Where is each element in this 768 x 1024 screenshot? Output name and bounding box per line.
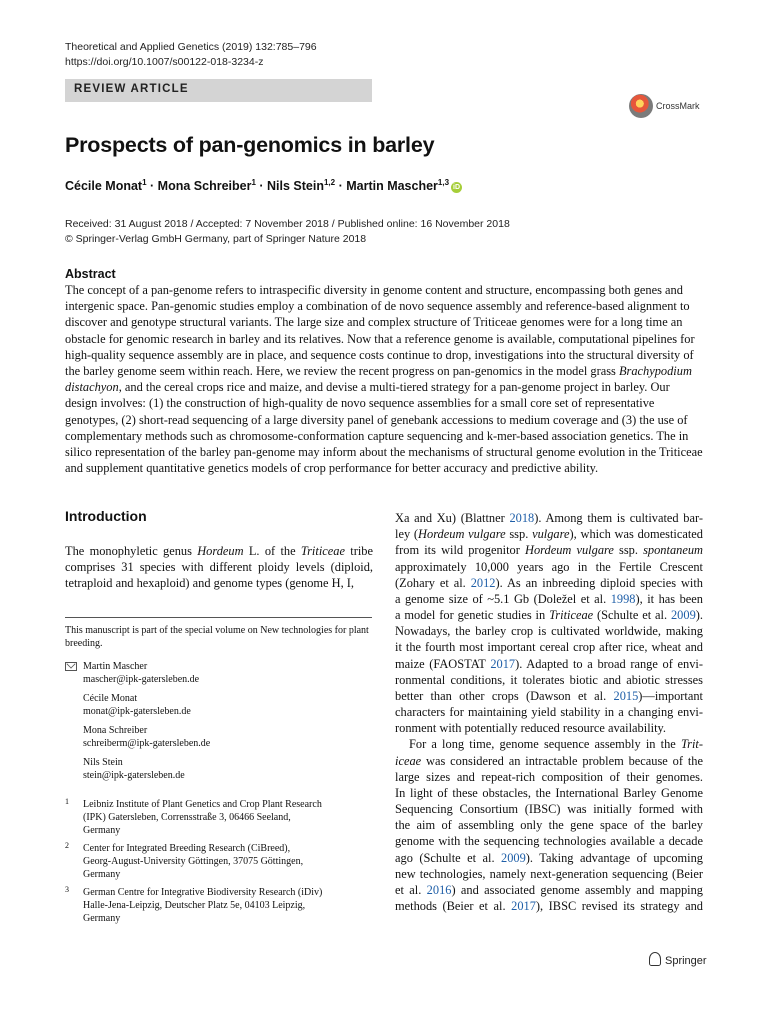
publisher-name: Springer bbox=[665, 955, 707, 967]
body-text: ). Taking advantage of upcoming bbox=[525, 850, 703, 865]
body-text: it the fourth most important cereal crop after rice, wheat and bbox=[395, 640, 703, 655]
body-text: ssp. bbox=[505, 527, 533, 542]
contact-entry bbox=[83, 756, 185, 782]
body-text: approximately 10,000 years ago in the Fertile Crescent bbox=[395, 559, 703, 574]
body-line bbox=[395, 785, 703, 801]
publication-dates: Received: 31 August 2018 / Accepted: 7 November 2018 / Published online: 16 November 2018 bbox=[65, 218, 510, 230]
footnote-note: This manuscript is part of the special volume on New technologies for plant breeding. bbox=[65, 625, 369, 649]
publication-info bbox=[65, 217, 510, 247]
abstract-heading: Abstract bbox=[65, 267, 116, 281]
contact-entry bbox=[83, 692, 191, 718]
abstract-text bbox=[65, 282, 703, 476]
body-text: from its wild progenitor bbox=[395, 543, 525, 558]
affiliation-text bbox=[83, 798, 373, 837]
contact-name: Martin Mascher bbox=[83, 661, 148, 672]
body-text: the aim of assembling only the gene space of the barley bbox=[395, 818, 703, 833]
journal-citation bbox=[65, 40, 317, 70]
body-text: ago (Schulte et al. bbox=[395, 850, 502, 865]
citation-link[interactable]: 2012 bbox=[470, 575, 496, 590]
section-banner bbox=[65, 79, 372, 102]
body-text: maize (FAOSTAT bbox=[395, 656, 491, 671]
envelope-icon bbox=[65, 662, 77, 671]
body-line bbox=[395, 850, 703, 866]
intro-text-part: L. of the bbox=[243, 544, 301, 558]
body-text: characters for maintaining yield stability in a changing envi- bbox=[395, 705, 703, 720]
contact-name: Mona Schreiber bbox=[83, 725, 148, 736]
body-line bbox=[395, 607, 703, 623]
body-line bbox=[395, 720, 703, 736]
intro-genus: Hordeum bbox=[197, 544, 244, 558]
body-line bbox=[395, 833, 703, 849]
italic-term: iceae bbox=[395, 753, 422, 768]
body-text: a genome size of ~5.1 Gb (Doležel et al. bbox=[395, 591, 611, 606]
contact-entry bbox=[83, 724, 210, 750]
affiliation-line: Leibniz Institute of Plant Genetics and Crop Plant Research bbox=[83, 799, 322, 810]
body-text: Xa and Xu) (Blattner bbox=[395, 511, 510, 525]
body-text: ronment with potentially reduced resource availability. bbox=[395, 721, 667, 736]
abstract-text-part: The concept of a pan-genome refers to intraspecific diversity in genome content and structure, encompassing both genes and intergenic space. Pan-genomic studies employ a combination of de novo sequence assembly and reference-based alignment to discover and genotype structural variants. The large size and complex structure of Triticeae genomes were for a long time an obstacle for genomic research in barley and its relatives. Now that a reference genome is available, computational pipelines for high-quality sequence assembly are in place, and sequence costs continue to drop, investigations into the structural diversity of the barley genome seem within reach. Here, we review the recent progress on pan-genomics in the model grass bbox=[65, 283, 695, 379]
body-text: Sequencing Consortium (IBSC) was initially formed with bbox=[395, 802, 703, 817]
introduction-heading: Introduction bbox=[65, 508, 147, 524]
body-line bbox=[395, 526, 703, 542]
body-text: ), which was domesticated bbox=[569, 527, 703, 542]
citation-link[interactable]: 1998 bbox=[610, 591, 636, 606]
citation-link[interactable]: 2009 bbox=[501, 850, 526, 865]
citation-link[interactable]: 2018 bbox=[509, 511, 535, 525]
copyright-line: © Springer-Verlag GmbH Germany, part of Springer Nature 2018 bbox=[65, 233, 367, 245]
contact-entry bbox=[83, 660, 199, 686]
author-affiliation-ref: 1,3 bbox=[437, 178, 450, 187]
italic-term: spontaneum bbox=[643, 543, 703, 558]
author-affiliation-ref: 1 bbox=[251, 178, 256, 187]
body-text: ), IBSC revised its strategy and bbox=[535, 899, 704, 914]
author-name: Nils Stein bbox=[267, 179, 324, 194]
journal-line: Theoretical and Applied Genetics (2019) 132:785–796 bbox=[65, 41, 317, 53]
body-text: genome with the sequencing technologies available a decade bbox=[395, 834, 703, 849]
body-line bbox=[395, 817, 703, 833]
author-affiliation-ref: 1 bbox=[142, 178, 147, 187]
author-name: Mona Schreiber bbox=[157, 179, 252, 194]
intro-text-part: tribe comprises 31 species with different ploidy levels (diploid, tetraploid and hexaploid) and genome types (genome H, I, bbox=[65, 544, 373, 591]
affiliation-line: (IPK) Gatersleben, Corrensstraße 3, 06466 Seeland, bbox=[83, 812, 291, 823]
body-line bbox=[395, 866, 703, 882]
affiliation-line: Halle-Jena-Leipzig, Deutscher Platz 5e, 04103 Leipzig, bbox=[83, 900, 306, 911]
body-text: For a long time, genome sequence assembly in the bbox=[409, 737, 681, 752]
contact-email[interactable]: mascher@ipk-gatersleben.de bbox=[83, 674, 200, 685]
author-affiliation-ref: 1,2 bbox=[323, 178, 336, 187]
orcid-icon[interactable]: iD bbox=[453, 184, 461, 192]
affiliation-line: Georg-August-University Göttingen, 37075 Göttingen, bbox=[83, 856, 304, 867]
author-name: Martin Mascher bbox=[346, 179, 438, 194]
body-text: ssp. bbox=[613, 543, 644, 558]
intro-tribe: Triticeae bbox=[300, 544, 345, 558]
body-text: ). Among them is cultivated bar- bbox=[534, 511, 703, 525]
affiliation-number: 2 bbox=[65, 841, 69, 850]
affiliation-line: Germany bbox=[83, 825, 121, 836]
crossmark-icon bbox=[629, 94, 653, 118]
body-line bbox=[395, 704, 703, 720]
italic-term: Triticeae bbox=[549, 608, 594, 623]
body-line bbox=[395, 591, 703, 607]
body-text: ), it has been bbox=[635, 591, 703, 606]
body-line bbox=[395, 510, 703, 526]
affiliation-line: Germany bbox=[83, 869, 121, 880]
body-text: ). As an inbreeding diploid species with bbox=[495, 575, 704, 590]
italic-term: Hordeum vulgare bbox=[525, 543, 614, 558]
body-text: large sizes and repeat-rich composition of their genomes. bbox=[395, 769, 703, 784]
body-line bbox=[395, 898, 703, 914]
abstract-species: Brachypodium distachyon bbox=[65, 364, 692, 395]
crossmark-label: CrossMark bbox=[656, 101, 700, 111]
article-title: Prospects of pan-genomics in barley bbox=[65, 133, 435, 157]
body-text: better than other crops (Dawson et al. bbox=[395, 688, 614, 703]
body-line bbox=[395, 801, 703, 817]
author-separator: · bbox=[335, 179, 347, 194]
section-label: REVIEW ARTICLE bbox=[74, 83, 189, 95]
body-line bbox=[395, 575, 703, 591]
body-text: (Zohary et al. bbox=[395, 575, 471, 590]
contact-email[interactable]: stein@ipk-gatersleben.de bbox=[83, 770, 185, 781]
introduction-paragraph bbox=[65, 543, 373, 592]
contact-email[interactable]: monat@ipk-gatersleben.de bbox=[83, 706, 191, 717]
affiliation-text bbox=[83, 886, 373, 925]
intro-text-part: The monophyletic genus bbox=[65, 544, 198, 558]
italic-term: vulgare bbox=[532, 527, 570, 542]
body-column-right bbox=[395, 510, 703, 914]
body-line bbox=[395, 736, 703, 752]
affiliation-text bbox=[83, 842, 373, 881]
body-text: was considered an intractable problem because of the bbox=[421, 753, 703, 768]
body-text: ) and associated genome assembly and mapping bbox=[451, 882, 704, 897]
body-text: ). bbox=[695, 608, 703, 623]
citation-link[interactable]: 2017 bbox=[511, 899, 536, 914]
body-line bbox=[395, 656, 703, 672]
body-line bbox=[395, 672, 703, 688]
body-line bbox=[395, 559, 703, 575]
doi-link[interactable]: https://doi.org/10.1007/s00122-018-3234-z bbox=[65, 56, 264, 68]
author-separator: · bbox=[255, 179, 268, 194]
publisher-footer bbox=[649, 952, 707, 967]
body-text: )—important bbox=[638, 688, 703, 703]
body-text: new technologies, namely next-generation sequencing (Beier bbox=[395, 866, 703, 881]
italic-term: Hordeum vulgare bbox=[418, 527, 506, 542]
body-line bbox=[395, 753, 703, 769]
contact-name: Cécile Monat bbox=[83, 693, 138, 704]
springer-horse-icon bbox=[649, 952, 661, 966]
body-line bbox=[395, 882, 703, 898]
affiliation-line: Center for Integrated Breeding Research (CiBreed), bbox=[83, 843, 291, 854]
affiliation-line: German Centre for Integrative Biodiversity Research (iDiv) bbox=[83, 887, 323, 898]
author-separator: · bbox=[146, 179, 158, 194]
affiliation-number: 3 bbox=[65, 885, 69, 894]
citation-link[interactable]: 2016 bbox=[426, 882, 452, 897]
contact-email[interactable]: schreiberm@ipk-gatersleben.de bbox=[83, 738, 211, 749]
body-line bbox=[395, 623, 703, 639]
body-text: In light of these obstacles, the International Barley Genome bbox=[395, 785, 703, 800]
affiliation-number: 1 bbox=[65, 797, 69, 806]
body-text: Nowadays, the barley crop is cultivated worldwide, making bbox=[395, 624, 703, 639]
author-name: Cécile Monat bbox=[65, 179, 143, 194]
body-text: ley ( bbox=[395, 527, 419, 542]
citation-link[interactable]: 2015 bbox=[613, 688, 639, 703]
citation-link[interactable]: 2017 bbox=[490, 656, 516, 671]
citation-link[interactable]: 2009 bbox=[670, 608, 696, 623]
body-text: a model for genetic studies in bbox=[395, 608, 550, 623]
body-text: ronmental conditions, it tolerates biotic and abiotic stresses bbox=[395, 672, 703, 687]
author-list bbox=[65, 178, 462, 193]
body-text: (Schulte et al. bbox=[593, 608, 671, 623]
body-line bbox=[395, 542, 703, 558]
crossmark-badge[interactable] bbox=[629, 92, 703, 122]
abstract-text-part: , and the cereal crops rice and maize, and devise a multi-tiered strategy for a pan-genome project in barley. Our design involves: (1) the construction of high-quality de novo sequence assemblies for a small core set of representative genotypes, (2) short-read sequencing of a large diversity panel of genebank accessions to medium coverage and (3) the use of complementary methods such as chromosome-conformation capture sequencing and k-mer-based association genetics. The in silico representation of the barley pan-genome may inform about the mechanisms of structural genome evolution in the Triticeae and supplement quantitative genetics models of crop performance for better accuracy and predictive ability. bbox=[65, 380, 703, 476]
italic-term: Trit- bbox=[680, 737, 703, 752]
body-line bbox=[395, 639, 703, 655]
body-line bbox=[395, 769, 703, 785]
body-line bbox=[395, 688, 703, 704]
body-text: methods (Beier et al. bbox=[395, 899, 512, 914]
affiliation-line: Germany bbox=[83, 913, 121, 924]
body-text: ). Adapted to a broad range of envi- bbox=[515, 656, 703, 671]
footnote-divider bbox=[65, 617, 372, 618]
body-text: et al. bbox=[395, 882, 427, 897]
contact-name: Nils Stein bbox=[83, 757, 123, 768]
